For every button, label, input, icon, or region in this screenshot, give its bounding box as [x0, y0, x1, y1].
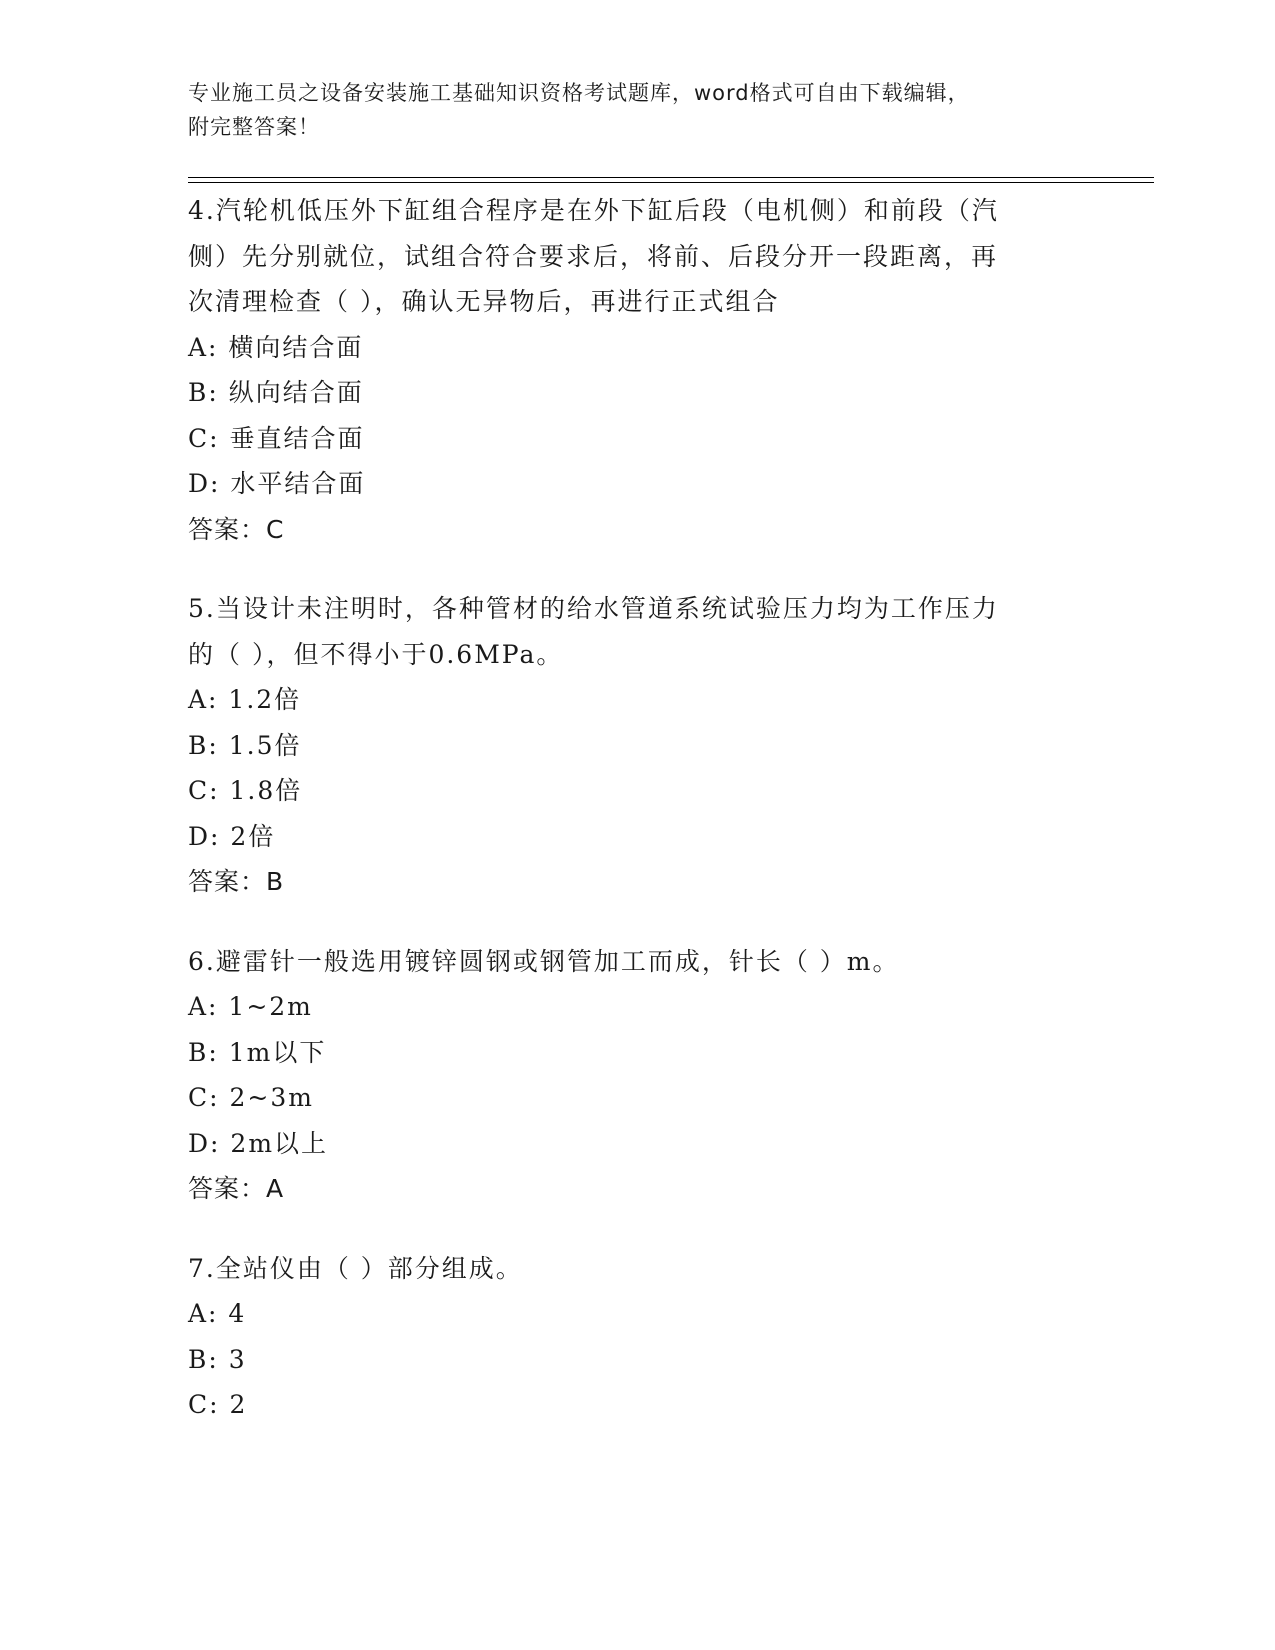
header-line-2: 附完整答案！	[188, 115, 320, 139]
stem-line: 的（ ），但不得小于0.6MPa。	[188, 639, 564, 669]
option-c: C: 2	[188, 1390, 248, 1419]
question-stem	[188, 188, 1068, 325]
stem-line: 侧）先分别就位，试组合符合要求后，将前、后段分开一段距离，再	[188, 241, 999, 271]
option-a: A: 1~2m	[188, 992, 313, 1021]
question-5	[188, 586, 1068, 905]
option-d: D: 水平结合面	[188, 469, 366, 498]
question-list	[188, 188, 1068, 1462]
answer-text: 答案：B	[188, 867, 285, 896]
option-b: B: 3	[188, 1344, 247, 1374]
header-divider-bottom	[188, 182, 1154, 183]
question-6	[188, 939, 1068, 1212]
header-line-1: 专业施工员之设备安装施工基础知识资格考试题库，word格式可自由下载编辑，	[188, 81, 970, 105]
option-c: C: 垂直结合面	[188, 423, 365, 453]
question-7	[188, 1246, 1068, 1428]
option-a: A: 4	[188, 1299, 247, 1328]
option-a: A: 1.2倍	[188, 685, 302, 714]
stem-line: 7.全站仪由（ ）部分组成。	[188, 1253, 523, 1283]
option-b: B: 纵向结合面	[188, 378, 364, 407]
answer-text: 答案：C	[188, 514, 285, 544]
option-c: C: 2~3m	[188, 1083, 314, 1112]
question-4	[188, 188, 1068, 552]
option-c: C: 1.8倍	[188, 776, 303, 805]
stem-line: 5.当设计未注明时，各种管材的给水管道系统试验压力均为工作压力	[188, 594, 999, 623]
question-stem	[188, 1246, 1068, 1292]
stem-line: 4.汽轮机低压外下缸组合程序是在外下缸后段（电机侧）和前段（汽	[188, 196, 999, 225]
question-stem	[188, 586, 1068, 677]
option-b: B: 1.5倍	[188, 730, 302, 760]
header-divider-top	[188, 177, 1154, 178]
answer-text: 答案：A	[188, 1174, 285, 1203]
option-d: D: 2倍	[188, 821, 276, 851]
option-d: D: 2m以上	[188, 1128, 329, 1158]
stem-line: 6.避雷针一般选用镀锌圆钢或钢管加工而成，针长（ ）m。	[188, 946, 900, 976]
question-stem	[188, 939, 1068, 985]
document-header	[188, 76, 1088, 144]
option-b: B: 1m以下	[188, 1037, 327, 1067]
stem-line: 次清理检查（ ），确认无异物后，再进行正式组合	[188, 287, 780, 316]
option-a: A: 横向结合面	[188, 332, 364, 362]
